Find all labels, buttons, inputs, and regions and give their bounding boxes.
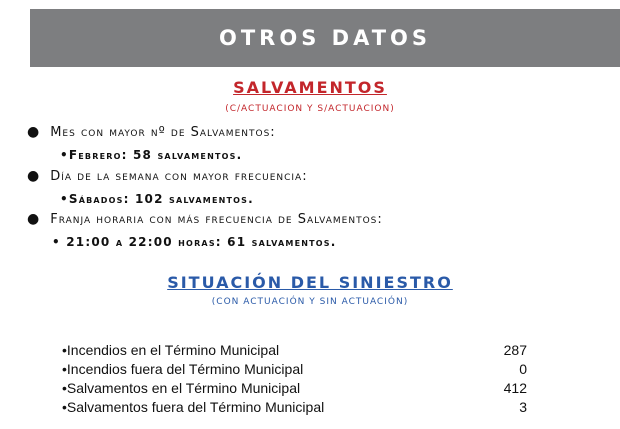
row-value: 287 — [503, 342, 527, 358]
bullet-icon: ● — [27, 211, 41, 227]
row-value: 0 — [519, 361, 527, 377]
table-row — [62, 361, 527, 380]
list-item — [27, 168, 308, 184]
salvamentos-title: SALVAMENTOS — [233, 78, 387, 97]
salvamentos-subtitle: (C/ACTUACION Y S/ACTUACION) — [225, 104, 395, 114]
row-label: •Salvamentos fuera del Término Municipal — [62, 399, 325, 415]
situacion-table — [62, 342, 527, 418]
row-value: 412 — [503, 380, 527, 396]
item-detail: • 21:00 a 22:00 horas: 61 salvamentos. — [52, 235, 337, 249]
situacion-subtitle: (CON ACTUACIÓN Y SIN ACTUACIÓN) — [211, 297, 409, 307]
page-title: OTROS DATOS — [219, 26, 431, 50]
row-value: 3 — [519, 399, 527, 415]
item-label: Mes con mayor nº de Salvamentos: — [50, 125, 276, 140]
row-label: •Salvamentos en el Término Municipal — [62, 380, 301, 396]
situacion-title: SITUACIÓN DEL SINIESTRO — [167, 273, 453, 292]
bullet-icon: ● — [27, 168, 41, 184]
header-banner — [30, 9, 620, 67]
row-label: •Incendios fuera del Término Municipal — [62, 361, 304, 377]
row-label: •Incendios en el Término Municipal — [62, 342, 280, 358]
table-row — [62, 342, 527, 361]
list-item — [27, 124, 276, 140]
table-row — [62, 380, 527, 399]
item-label: Franja horaria con más frecuencia de Salvamentos: — [50, 212, 383, 227]
list-item — [27, 211, 383, 227]
bullet-icon: ● — [27, 124, 41, 140]
item-label: Día de la semana con mayor frecuencia: — [50, 169, 308, 184]
table-row — [62, 399, 527, 418]
item-detail: •Febrero: 58 salvamentos. — [60, 148, 243, 162]
item-detail: •Sábados: 102 salvamentos. — [60, 192, 254, 206]
